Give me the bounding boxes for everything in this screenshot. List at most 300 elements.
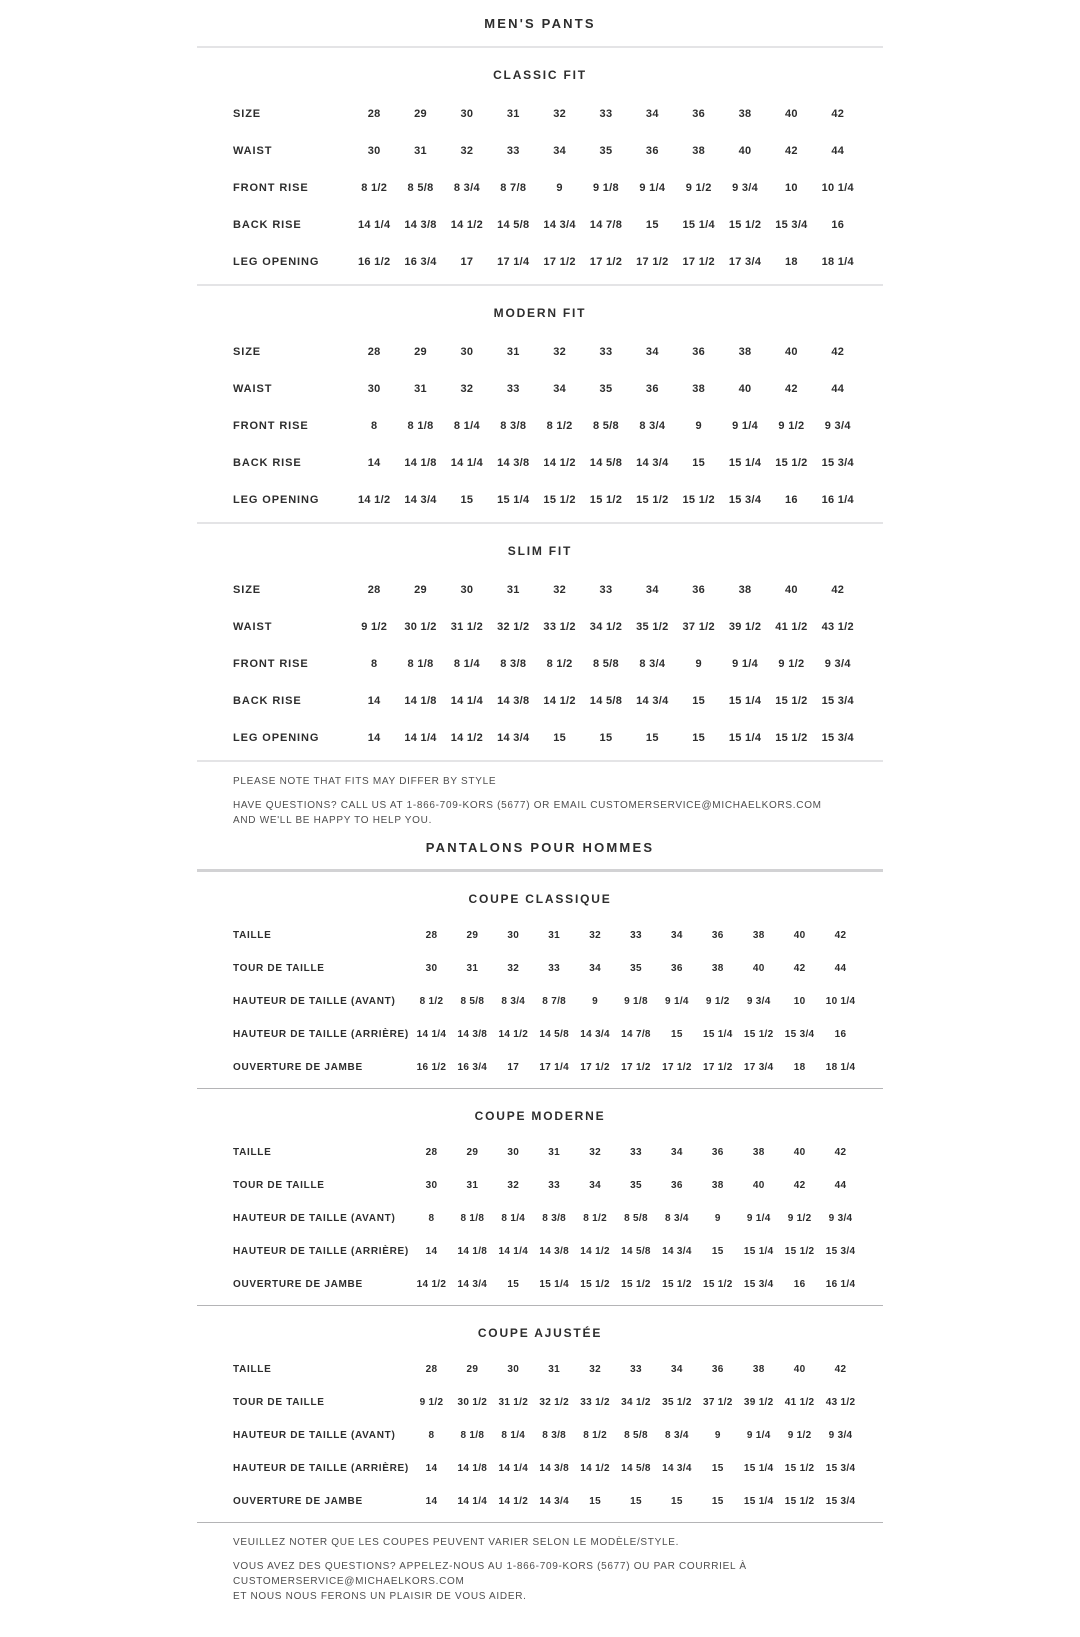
size-value: 14 3/8 xyxy=(497,694,530,707)
table-row xyxy=(197,608,883,645)
row-label: LEG OPENING xyxy=(233,255,320,268)
size-value: 8 3/8 xyxy=(500,657,527,670)
size-guide-page xyxy=(197,0,883,1637)
size-value: 38 xyxy=(738,107,752,120)
size-value: 36 xyxy=(645,382,659,395)
size-value: 34 xyxy=(553,382,567,395)
size-value: 8 3/4 xyxy=(665,1430,689,1441)
size-value: 9 3/4 xyxy=(828,1213,853,1224)
size-value: 14 1/2 xyxy=(357,493,391,506)
size-value: 33 xyxy=(630,1147,642,1158)
size-value: 32 xyxy=(589,1364,601,1375)
size-value: 9 xyxy=(695,419,702,432)
row-label: SIZE xyxy=(233,583,262,596)
size-value: 34 xyxy=(589,1180,601,1191)
size-value: 8 1/4 xyxy=(501,1213,526,1224)
size-value: 8 1/4 xyxy=(453,419,480,432)
row-label: SIZE xyxy=(233,345,262,358)
size-value: 29 xyxy=(466,1364,479,1375)
size-value: 34 xyxy=(645,583,659,596)
size-value: 8 1/8 xyxy=(460,1213,485,1224)
size-value: 14 1/8 xyxy=(404,456,437,469)
size-value: 16 3/4 xyxy=(404,255,437,268)
section-header-slim-fit: SLIM FIT xyxy=(507,544,573,558)
size-value: 16 xyxy=(793,1279,806,1290)
size-value: 15 3/4 xyxy=(784,1029,815,1040)
section-header-coupe-moderne: COUPE MODERNE xyxy=(474,1109,606,1123)
size-value: 14 1/2 xyxy=(580,1463,610,1474)
size-value: 30 xyxy=(460,583,474,596)
size-value: 8 1/2 xyxy=(583,1430,607,1441)
row-values xyxy=(411,1279,861,1290)
size-value: 15 1/4 xyxy=(702,1029,733,1040)
size-value: 15 xyxy=(645,731,659,744)
size-value: 14 3/8 xyxy=(457,1029,488,1040)
row-values xyxy=(411,996,861,1007)
size-value: 31 xyxy=(506,345,520,358)
size-table-coupe-classique xyxy=(197,919,883,1088)
size-value: 17 1/4 xyxy=(539,1062,569,1073)
size-value: 28 xyxy=(425,1364,438,1375)
size-value: 15 3/4 xyxy=(743,1279,774,1290)
size-value: 15 xyxy=(711,1463,724,1474)
size-table-modern-fit xyxy=(197,333,883,522)
size-value: 8 3/4 xyxy=(501,996,526,1007)
table-row xyxy=(197,1386,883,1419)
size-value: 42 xyxy=(831,345,845,358)
row-values xyxy=(351,584,861,596)
row-values xyxy=(411,930,861,941)
size-value: 14 xyxy=(367,694,381,707)
size-value: 14 3/4 xyxy=(457,1279,488,1290)
row-label: WAIST xyxy=(233,620,273,633)
size-value: 9 3/4 xyxy=(828,1430,853,1441)
table-row xyxy=(197,1268,883,1301)
size-value: 15 3/4 xyxy=(825,1246,856,1257)
size-value: 8 3/4 xyxy=(639,657,666,670)
row-values xyxy=(351,420,861,432)
size-value: 32 xyxy=(460,144,474,157)
size-value: 14 xyxy=(425,1246,438,1257)
size-value: 9 xyxy=(714,1213,721,1224)
size-value: 17 1/2 xyxy=(682,255,715,268)
size-value: 16 xyxy=(784,493,798,506)
table-row xyxy=(197,1018,883,1051)
table-row xyxy=(197,1202,883,1235)
row-values xyxy=(411,1180,861,1191)
size-value: 36 xyxy=(711,930,724,941)
size-value: 10 1/4 xyxy=(825,996,856,1007)
row-label: TOUR DE TAILLE xyxy=(233,1397,325,1408)
size-value: 8 1/2 xyxy=(546,419,573,432)
size-value: 15 3/4 xyxy=(821,731,854,744)
table-row xyxy=(197,952,883,985)
size-value: 42 xyxy=(784,382,798,395)
size-value: 34 1/2 xyxy=(589,620,623,633)
row-values xyxy=(351,621,861,633)
size-value: 15 xyxy=(599,731,613,744)
size-value: 14 1/8 xyxy=(457,1463,488,1474)
section-header-coupe-ajustee: COUPE AJUSTÉE xyxy=(477,1326,603,1340)
table-row xyxy=(197,1419,883,1452)
row-values xyxy=(351,494,861,506)
size-value: 15 xyxy=(692,456,706,469)
size-value: 31 xyxy=(466,963,479,974)
size-value: 38 xyxy=(692,144,706,157)
size-value: 15 1/2 xyxy=(775,456,808,469)
size-value: 8 5/8 xyxy=(624,1213,648,1224)
size-value: 15 1/2 xyxy=(743,1029,774,1040)
size-value: 14 3/8 xyxy=(497,456,530,469)
size-value: 40 xyxy=(784,107,798,120)
row-values xyxy=(411,1246,861,1257)
size-value: 8 xyxy=(428,1213,435,1224)
section-modern-fit xyxy=(197,286,883,522)
size-value: 15 xyxy=(589,1496,601,1507)
size-value: 15 1/2 xyxy=(775,731,808,744)
size-value: 17 1/2 xyxy=(589,255,623,268)
size-value: 31 xyxy=(548,1364,561,1375)
size-value: 14 7/8 xyxy=(589,218,623,231)
size-value: 38 xyxy=(752,1147,765,1158)
size-value: 42 xyxy=(831,107,845,120)
row-values xyxy=(351,108,861,120)
size-value: 8 1/2 xyxy=(583,1213,607,1224)
row-values xyxy=(351,732,861,744)
size-value: 39 1/2 xyxy=(743,1397,774,1408)
table-row xyxy=(197,370,883,407)
size-value: 15 1/2 xyxy=(662,1279,692,1290)
size-value: 14 3/4 xyxy=(662,1463,692,1474)
size-value: 15 3/4 xyxy=(825,1463,856,1474)
row-values xyxy=(351,383,861,395)
french-page-title: PANTALONS POUR HOMMES xyxy=(425,840,655,855)
size-value: 34 1/2 xyxy=(621,1397,651,1408)
row-values xyxy=(411,1397,861,1408)
size-value: 8 5/8 xyxy=(407,181,434,194)
size-value: 9 xyxy=(695,657,702,670)
size-value: 14 5/8 xyxy=(621,1463,651,1474)
size-value: 33 xyxy=(630,1364,642,1375)
size-value: 15 1/4 xyxy=(743,1496,774,1507)
size-value: 15 3/4 xyxy=(821,694,854,707)
size-value: 14 1/4 xyxy=(498,1463,529,1474)
size-value: 15 xyxy=(671,1496,683,1507)
size-value: 8 3/4 xyxy=(453,181,480,194)
section-coupe-moderne xyxy=(197,1089,883,1305)
size-value: 14 3/8 xyxy=(404,218,437,231)
size-value: 33 xyxy=(506,144,520,157)
row-label: LEG OPENING xyxy=(233,493,320,506)
size-value: 14 xyxy=(367,731,381,744)
size-value: 8 7/8 xyxy=(500,181,527,194)
size-value: 15 1/4 xyxy=(728,456,762,469)
row-label: TAILLE xyxy=(233,930,272,941)
size-value: 43 1/2 xyxy=(821,620,854,633)
size-value: 14 3/4 xyxy=(662,1246,692,1257)
size-value: 32 xyxy=(507,963,520,974)
size-value: 41 1/2 xyxy=(784,1397,815,1408)
size-value: 18 xyxy=(793,1062,806,1073)
size-value: 18 1/4 xyxy=(825,1062,856,1073)
size-value: 15 1/2 xyxy=(702,1279,733,1290)
size-value: 40 xyxy=(752,963,765,974)
table-row xyxy=(197,481,883,518)
size-value: 8 5/8 xyxy=(592,657,619,670)
size-value: 15 xyxy=(630,1496,642,1507)
size-value: 43 1/2 xyxy=(825,1397,856,1408)
size-value: 42 xyxy=(831,583,845,596)
table-row xyxy=(197,645,883,682)
size-value: 33 xyxy=(548,963,561,974)
size-value: 8 5/8 xyxy=(624,1430,648,1441)
size-value: 34 xyxy=(645,345,659,358)
table-row xyxy=(197,1136,883,1169)
size-value: 16 3/4 xyxy=(457,1062,488,1073)
row-label: TAILLE xyxy=(233,1147,272,1158)
size-value: 9 xyxy=(714,1430,721,1441)
table-row xyxy=(197,1452,883,1485)
size-value: 14 1/4 xyxy=(404,731,437,744)
size-value: 8 xyxy=(370,657,378,670)
size-value: 36 xyxy=(711,1147,724,1158)
size-value: 15 1/4 xyxy=(743,1463,774,1474)
table-row xyxy=(197,1353,883,1386)
table-row xyxy=(197,333,883,370)
notes-french xyxy=(197,1523,883,1604)
size-value: 31 xyxy=(506,583,520,596)
size-value: 31 xyxy=(414,144,427,157)
size-value: 16 1/2 xyxy=(357,255,391,268)
size-value: 30 xyxy=(367,382,381,395)
row-label: OUVERTURE DE JAMBE xyxy=(233,1496,363,1507)
size-value: 35 xyxy=(630,1180,642,1191)
row-values xyxy=(411,1364,861,1375)
size-value: 38 xyxy=(711,963,724,974)
size-value: 14 3/4 xyxy=(543,218,576,231)
size-value: 17 xyxy=(460,255,474,268)
size-value: 14 5/8 xyxy=(497,218,530,231)
size-value: 17 1/2 xyxy=(543,255,576,268)
table-row xyxy=(197,1169,883,1202)
row-label: HAUTEUR DE TAILLE (ARRIÈRE) xyxy=(233,1463,409,1474)
size-value: 14 3/4 xyxy=(497,731,530,744)
size-value: 15 3/4 xyxy=(775,218,808,231)
size-value: 30 xyxy=(507,1147,520,1158)
size-value: 10 xyxy=(793,996,806,1007)
size-value: 33 xyxy=(599,345,613,358)
size-value: 15 xyxy=(692,731,706,744)
size-value: 14 xyxy=(425,1496,438,1507)
size-value: 8 3/4 xyxy=(665,1213,689,1224)
size-value: 9 1/2 xyxy=(419,1397,444,1408)
size-table-slim-fit xyxy=(197,571,883,760)
size-value: 44 xyxy=(834,1180,847,1191)
size-value: 15 3/4 xyxy=(728,493,762,506)
size-value: 15 1/2 xyxy=(784,1496,815,1507)
row-label: FRONT RISE xyxy=(233,181,309,194)
size-value: 37 1/2 xyxy=(682,620,715,633)
size-value: 16 1/2 xyxy=(416,1062,447,1073)
size-value: 8 1/8 xyxy=(407,419,434,432)
size-value: 35 1/2 xyxy=(662,1397,692,1408)
size-value: 9 1/2 xyxy=(705,996,730,1007)
row-label: FRONT RISE xyxy=(233,419,309,432)
row-values xyxy=(411,1213,861,1224)
size-value: 17 1/4 xyxy=(497,255,530,268)
size-value: 8 1/2 xyxy=(419,996,444,1007)
size-value: 14 1/2 xyxy=(498,1496,529,1507)
size-value: 35 xyxy=(599,144,613,157)
size-value: 29 xyxy=(414,583,427,596)
size-value: 9 3/4 xyxy=(824,657,851,670)
size-value: 14 1/2 xyxy=(543,456,576,469)
size-value: 9 1/2 xyxy=(787,1213,812,1224)
row-values xyxy=(411,1147,861,1158)
row-values xyxy=(411,1430,861,1441)
size-value: 8 5/8 xyxy=(460,996,485,1007)
size-value: 34 xyxy=(671,1364,683,1375)
size-value: 9 1/4 xyxy=(639,181,666,194)
size-value: 29 xyxy=(414,107,427,120)
size-value: 42 xyxy=(793,963,806,974)
size-value: 8 3/8 xyxy=(542,1430,567,1441)
contact-note-en-line2: AND WE'LL BE HAPPY TO HELP YOU. xyxy=(233,815,433,826)
size-value: 15 xyxy=(460,493,474,506)
size-value: 14 5/8 xyxy=(539,1029,569,1040)
size-value: 18 xyxy=(784,255,798,268)
size-value: 16 1/4 xyxy=(821,493,854,506)
size-value: 36 xyxy=(645,144,659,157)
table-row xyxy=(197,1485,883,1518)
table-row xyxy=(197,243,883,280)
size-value: 14 1/4 xyxy=(457,1496,488,1507)
size-value: 8 3/8 xyxy=(542,1213,567,1224)
size-value: 31 xyxy=(414,382,427,395)
size-value: 17 1/2 xyxy=(621,1062,651,1073)
row-label: BACK RISE xyxy=(233,456,302,469)
size-value: 8 5/8 xyxy=(592,419,619,432)
row-label: BACK RISE xyxy=(233,694,302,707)
size-value: 38 xyxy=(692,382,706,395)
row-label: HAUTEUR DE TAILLE (ARRIÈRE) xyxy=(233,1246,409,1257)
size-value: 36 xyxy=(692,583,706,596)
size-value: 15 1/2 xyxy=(784,1246,815,1257)
size-value: 15 xyxy=(692,694,706,707)
size-value: 16 1/4 xyxy=(825,1279,856,1290)
table-row xyxy=(197,407,883,444)
size-value: 35 xyxy=(630,963,642,974)
size-value: 15 1/2 xyxy=(621,1279,651,1290)
size-value: 29 xyxy=(466,1147,479,1158)
size-value: 17 1/2 xyxy=(702,1062,733,1073)
size-value: 31 1/2 xyxy=(498,1397,529,1408)
row-values xyxy=(411,1463,861,1474)
size-table-coupe-moderne xyxy=(197,1136,883,1305)
size-value: 9 1/8 xyxy=(624,996,648,1007)
size-value: 14 1/8 xyxy=(404,694,437,707)
section-header-coupe-classique: COUPE CLASSIQUE xyxy=(468,892,612,906)
size-value: 18 1/4 xyxy=(821,255,854,268)
size-value: 30 xyxy=(460,345,474,358)
row-values xyxy=(351,145,861,157)
size-value: 15 1/2 xyxy=(728,218,762,231)
size-value: 32 xyxy=(507,1180,520,1191)
section-coupe-ajustee xyxy=(197,1306,883,1522)
size-value: 9 1/4 xyxy=(746,1213,771,1224)
size-value: 44 xyxy=(831,382,845,395)
size-value: 42 xyxy=(793,1180,806,1191)
size-value: 42 xyxy=(784,144,798,157)
size-value: 40 xyxy=(784,345,798,358)
size-value: 9 1/4 xyxy=(732,419,759,432)
size-value: 15 1/4 xyxy=(728,694,762,707)
size-value: 34 xyxy=(671,930,683,941)
size-value: 17 1/2 xyxy=(662,1062,692,1073)
size-value: 41 1/2 xyxy=(775,620,808,633)
size-value: 14 5/8 xyxy=(589,456,623,469)
fit-disclaimer-en: PLEASE NOTE THAT FITS MAY DIFFER BY STYLE xyxy=(233,776,497,787)
size-value: 32 xyxy=(553,345,567,358)
size-value: 39 1/2 xyxy=(728,620,762,633)
size-value: 38 xyxy=(752,1364,765,1375)
size-value: 15 1/4 xyxy=(539,1279,569,1290)
size-value: 44 xyxy=(834,963,847,974)
row-label: SIZE xyxy=(233,107,262,120)
size-value: 15 3/4 xyxy=(825,1496,856,1507)
size-value: 9 3/4 xyxy=(824,419,851,432)
row-label: WAIST xyxy=(233,144,273,157)
size-value: 28 xyxy=(425,1147,438,1158)
size-value: 14 1/8 xyxy=(457,1246,488,1257)
row-values xyxy=(411,1029,861,1040)
row-values xyxy=(411,1496,861,1507)
size-value: 14 xyxy=(367,456,381,469)
size-value: 34 xyxy=(645,107,659,120)
size-value: 33 1/2 xyxy=(543,620,576,633)
size-value: 17 1/2 xyxy=(636,255,669,268)
size-value: 9 xyxy=(592,996,599,1007)
size-value: 14 3/4 xyxy=(539,1496,569,1507)
size-value: 17 3/4 xyxy=(743,1062,774,1073)
table-row xyxy=(197,571,883,608)
table-row xyxy=(197,95,883,132)
size-value: 14 3/4 xyxy=(636,694,669,707)
size-value: 14 1/4 xyxy=(357,218,391,231)
size-value: 17 3/4 xyxy=(728,255,762,268)
size-value: 14 1/4 xyxy=(450,456,484,469)
row-label: OUVERTURE DE JAMBE xyxy=(233,1279,363,1290)
size-value: 36 xyxy=(692,107,706,120)
contact-note-en xyxy=(233,798,847,828)
size-value: 31 xyxy=(466,1180,479,1191)
size-value: 14 1/2 xyxy=(543,694,576,707)
size-value: 28 xyxy=(425,930,438,941)
size-value: 40 xyxy=(752,1180,765,1191)
row-label: HAUTEUR DE TAILLE (ARRIÈRE) xyxy=(233,1029,409,1040)
size-value: 33 xyxy=(599,583,613,596)
section-coupe-classique xyxy=(197,872,883,1088)
bottom-whitespace xyxy=(197,1613,883,1637)
section-header-classic-fit: CLASSIC FIT xyxy=(493,68,587,82)
size-value: 15 1/2 xyxy=(543,493,576,506)
size-value: 32 xyxy=(589,1147,601,1158)
row-label: WAIST xyxy=(233,382,273,395)
size-value: 32 1/2 xyxy=(539,1397,569,1408)
size-value: 34 xyxy=(671,1147,683,1158)
size-value: 15 xyxy=(711,1496,724,1507)
table-row xyxy=(197,719,883,756)
